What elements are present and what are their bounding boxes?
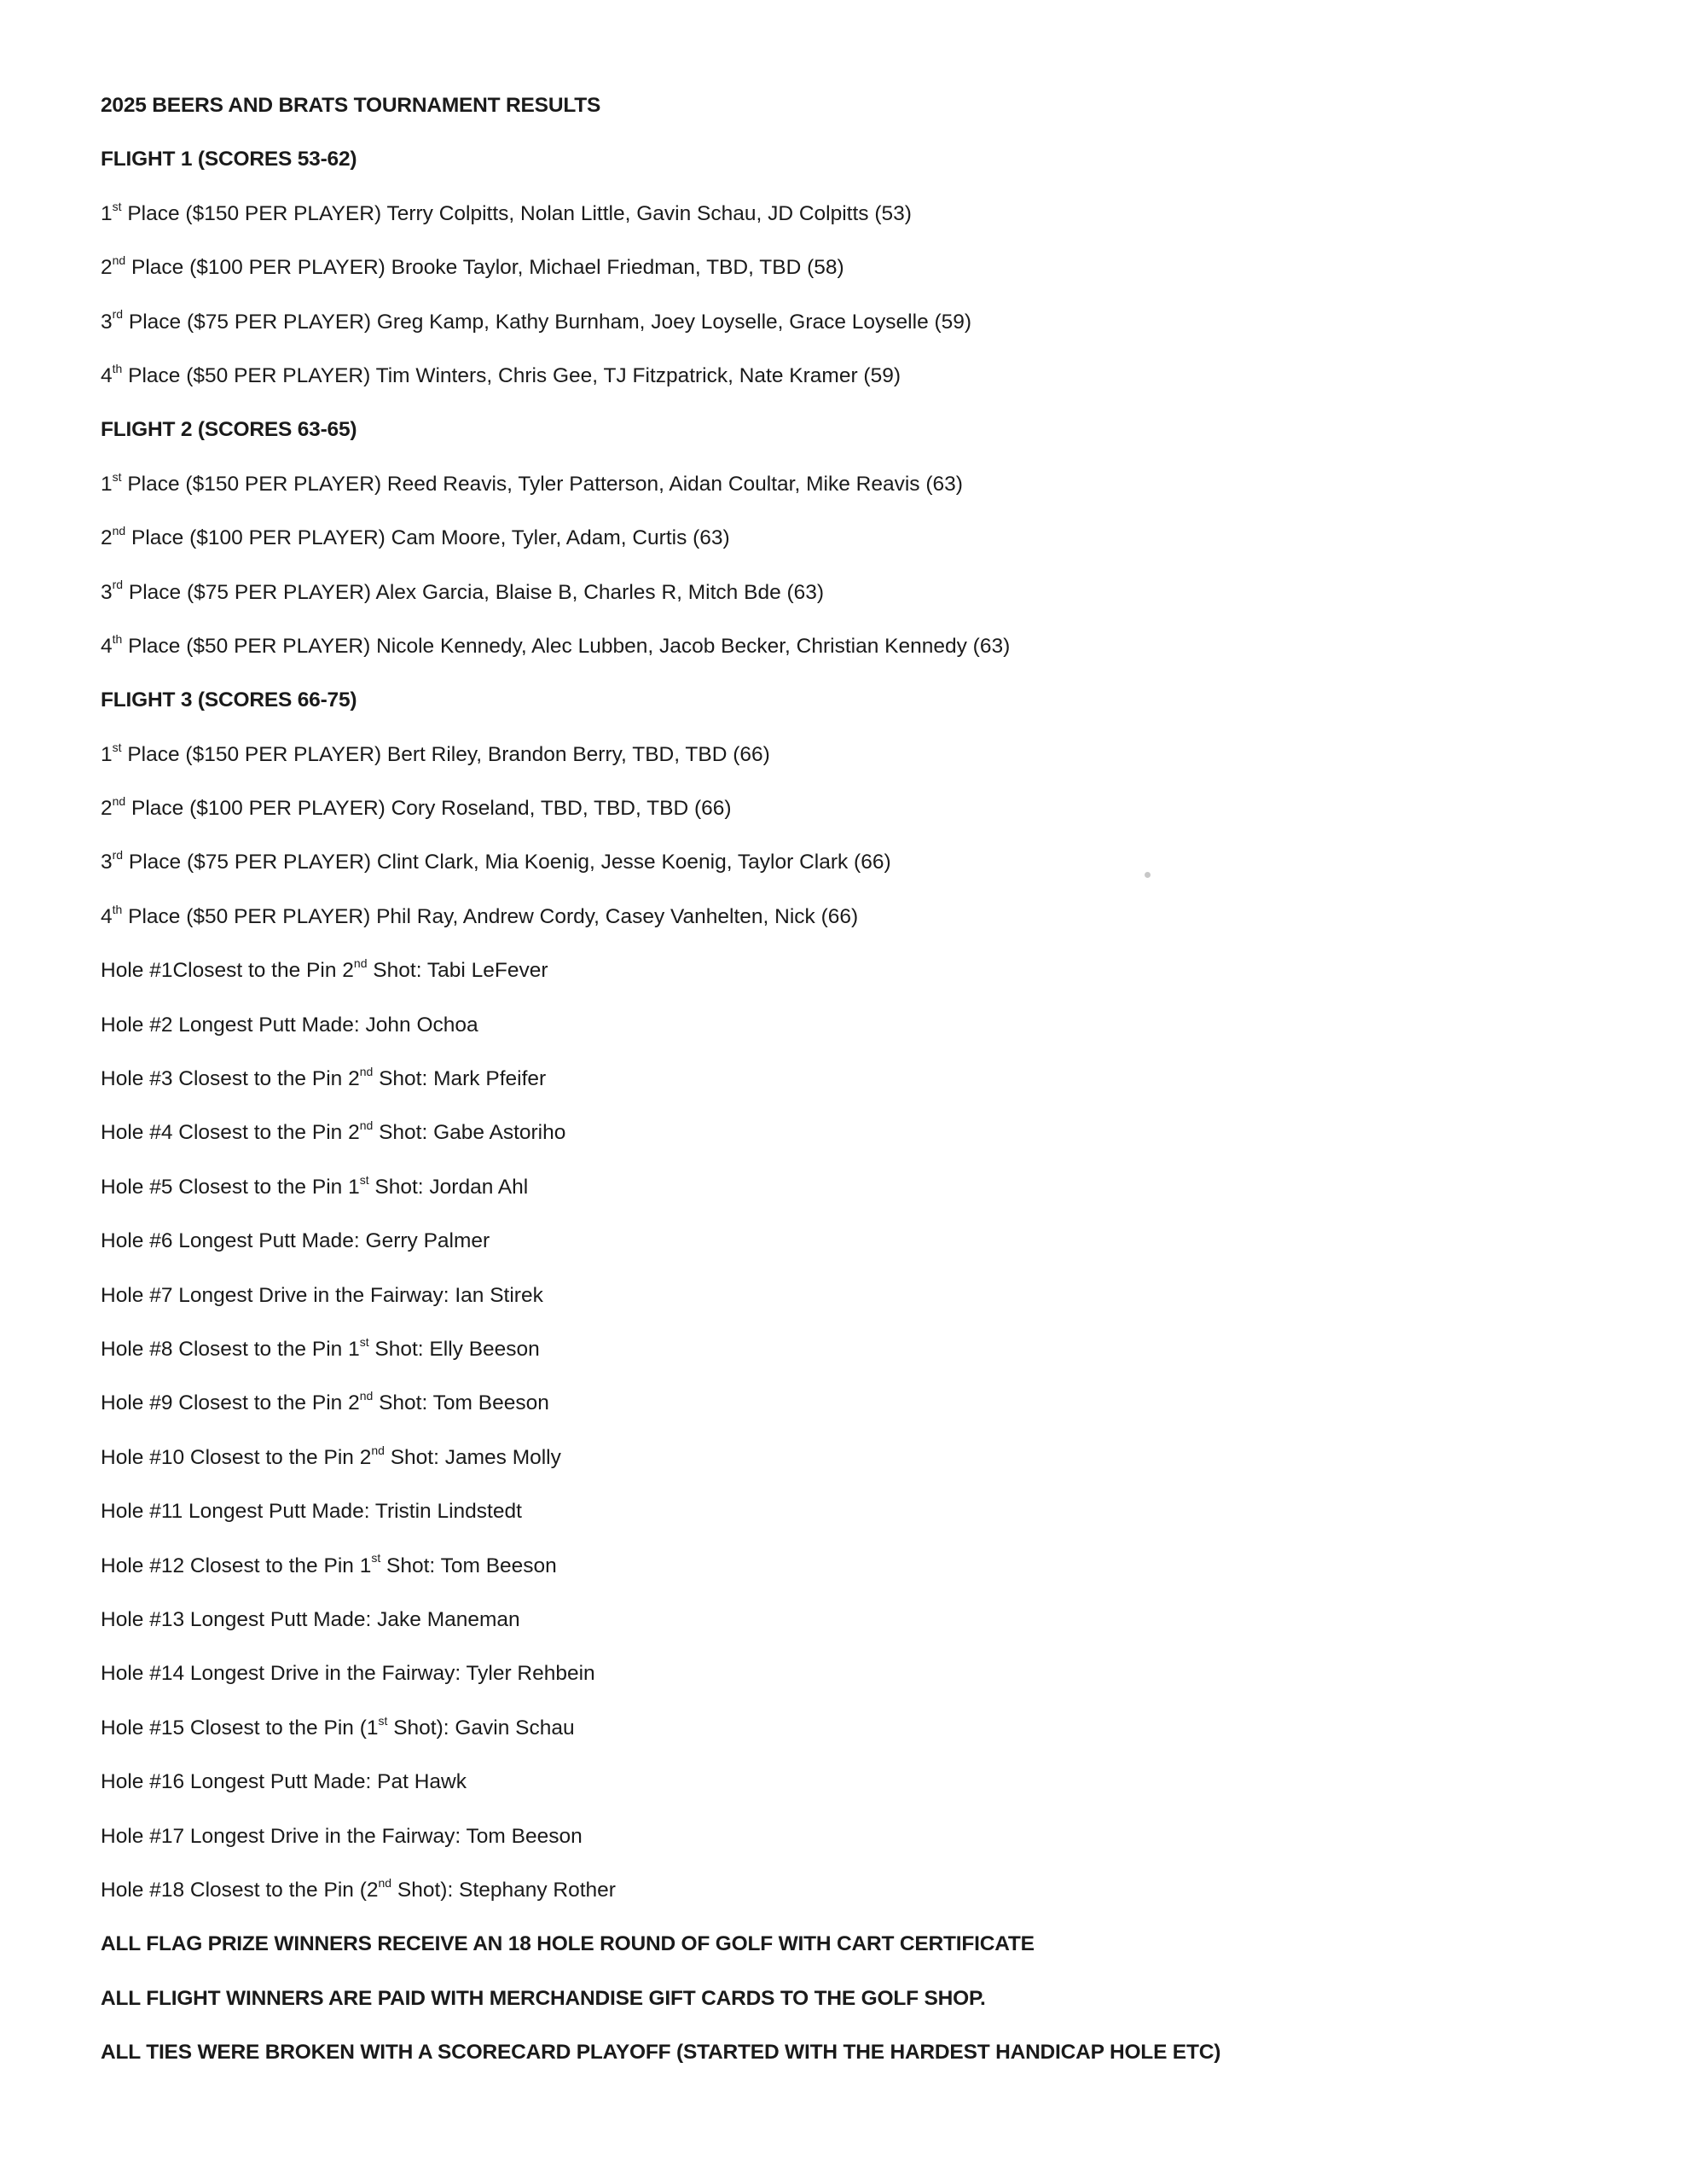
section-heading [101,687,1602,714]
result-line [101,957,1602,985]
result-line [101,1606,1602,1634]
ordinal-suffix: th [112,902,123,916]
line-text: Hole #9 Closest to the Pin 2 [101,1391,360,1415]
ordinal-suffix: st [112,740,122,754]
result-line [101,741,1602,769]
ordinal-suffix: rd [112,578,124,592]
line-text: Hole #3 Closest to the Pin 2 [101,1067,360,1091]
line-text: Hole #6 Longest Putt Made: Gerry Palmer [101,1229,490,1253]
line-text: 3 [101,310,113,334]
line-text: 4 [101,363,113,387]
line-text: Hole #10 Closest to the Pin 2 [101,1445,372,1469]
ordinal-suffix: nd [378,1875,392,1890]
line-text: 4 [101,904,113,928]
result-line [101,1174,1602,1201]
line-text: Shot: Tom Beeson [373,1391,549,1415]
line-text: Hole #11 Longest Putt Made: Tristin Lindstedt [101,1500,522,1524]
line-text: ALL FLIGHT WINNERS ARE PAID WITH MERCHANDISE GIFT CARDS TO THE GOLF SHOP. [101,1986,986,2010]
line-text: Shot): Stephany Rother [391,1878,616,1902]
ordinal-suffix: st [371,1551,381,1565]
line-text: Hole #1Closest to the Pin 2 [101,959,354,983]
ordinal-suffix: rd [112,848,124,863]
ordinal-suffix: nd [112,253,126,268]
section-heading [101,1985,1602,2013]
results-lines [101,146,1602,2066]
result-line [101,1444,1602,1472]
line-text: Hole #2 Longest Putt Made: John Ochoa [101,1013,478,1037]
line-text: Place ($75 PER PLAYER) Greg Kamp, Kathy Burnham, Joey Loyselle, Grace Loyselle (59) [123,310,972,334]
line-text: FLIGHT 2 (SCORES 63-65) [101,418,357,442]
result-line [101,633,1602,660]
result-line [101,1823,1602,1850]
line-text: Hole #12 Closest to the Pin 1 [101,1554,372,1577]
section-heading [101,1931,1602,1958]
line-text: Shot: Mark Pfeifer [373,1067,547,1091]
line-text: 4 [101,634,113,658]
result-line [101,200,1602,228]
result-line [101,1498,1602,1525]
line-text: Place ($100 PER PLAYER) Cam Moore, Tyler, Adam, Curtis (63) [125,526,730,550]
result-line [101,579,1602,607]
result-line [101,1553,1602,1580]
document-title: 2025 BEERS AND BRATS TOURNAMENT RESULTS [101,94,601,117]
line-text: 3 [101,580,113,604]
line-text: 1 [101,201,113,225]
ordinal-suffix: nd [359,1118,374,1133]
ordinal-suffix: th [112,631,123,646]
line-text: ALL TIES WERE BROKEN WITH A SCORECARD PLAYOFF (STARTED WITH THE HARDEST HANDICAP HOLE ETC) [101,2041,1221,2065]
line-text: Shot: James Molly [384,1445,561,1469]
result-line [101,1012,1602,1039]
ordinal-suffix: st [112,199,122,213]
line-text: Hole #18 Closest to the Pin (2 [101,1878,379,1902]
result-line [101,1877,1602,1904]
line-text: Place ($50 PER PLAYER) Tim Winters, Chris Gee, TJ Fitzpatrick, Nate Kramer (59) [122,363,901,387]
ordinal-suffix: st [359,1172,369,1187]
line-text: 3 [101,851,113,874]
result-line [101,471,1602,498]
result-line [101,849,1602,876]
line-text: 1 [101,742,113,766]
result-line [101,254,1602,282]
line-text: Hole #15 Closest to the Pin (1 [101,1716,379,1740]
line-text: Place ($100 PER PLAYER) Brooke Taylor, Michael Friedman, TBD, TBD (58) [125,256,844,280]
line-text: ALL FLAG PRIZE WINNERS RECEIVE AN 18 HOLE ROUND OF GOLF WITH CART CERTIFICATE [101,1932,1035,1956]
result-line [101,903,1602,931]
line-text: Hole #16 Longest Putt Made: Pat Hawk [101,1770,467,1794]
line-text: Place ($100 PER PLAYER) Cory Roseland, TBD, TBD, TBD (66) [125,797,732,821]
ordinal-suffix: nd [359,1064,374,1078]
ordinal-suffix: nd [353,956,368,971]
section-heading [101,416,1602,444]
ordinal-suffix: th [112,361,123,375]
line-text: 2 [101,797,113,821]
result-line [101,1336,1602,1363]
line-text: Place ($75 PER PLAYER) Alex Garcia, Blaise B, Charles R, Mitch Bde (63) [123,580,825,604]
line-text: Hole #5 Closest to the Pin 1 [101,1175,360,1199]
ordinal-suffix: nd [359,1389,374,1403]
line-text: Hole #7 Longest Drive in the Fairway: Ian Stirek [101,1283,543,1307]
result-line [101,525,1602,552]
line-text: Shot: Tabi LeFever [367,959,548,983]
section-heading [101,2039,1602,2066]
line-text: Shot: Elly Beeson [368,1337,540,1361]
ordinal-suffix: st [359,1334,369,1349]
result-line [101,1066,1602,1093]
line-text: FLIGHT 1 (SCORES 53-62) [101,148,357,171]
ordinal-suffix: st [378,1713,388,1728]
line-text: Place ($150 PER PLAYER) Terry Colpitts, Nolan Little, Gavin Schau, JD Colpitts (53) [121,201,912,225]
result-line [101,363,1602,390]
result-line [101,1715,1602,1742]
line-text: Shot: Gabe Astoriho [373,1121,566,1145]
result-line [101,1228,1602,1255]
line-text: FLIGHT 3 (SCORES 66-75) [101,688,357,712]
line-text: Place ($150 PER PLAYER) Reed Reavis, Tyler Patterson, Aidan Coultar, Mike Reavis (63) [121,472,963,496]
section-heading [101,146,1602,173]
ordinal-suffix: nd [112,523,126,537]
ordinal-suffix: rd [112,307,124,322]
scan-speck [1145,872,1151,878]
result-line [101,1769,1602,1796]
ordinal-suffix: nd [371,1443,385,1457]
line-text: Shot: Tom Beeson [380,1554,557,1577]
result-line [101,1282,1602,1310]
line-text: Hole #14 Longest Drive in the Fairway: Tyler Rehbein [101,1662,595,1686]
line-text: 1 [101,472,113,496]
line-text: 2 [101,526,113,550]
line-text: Hole #4 Closest to the Pin 2 [101,1121,360,1145]
line-text: Shot): Gavin Schau [387,1716,575,1740]
result-line [101,1390,1602,1417]
line-text: Hole #8 Closest to the Pin 1 [101,1337,360,1361]
line-text: 2 [101,256,113,280]
result-line [101,1119,1602,1147]
line-text: Hole #13 Longest Putt Made: Jake Maneman [101,1607,520,1631]
results-document [101,92,1602,2066]
ordinal-suffix: nd [112,793,126,808]
line-text: Hole #17 Longest Drive in the Fairway: Tom Beeson [101,1824,583,1848]
result-line [101,795,1602,822]
ordinal-suffix: st [112,469,122,484]
line-text: Place ($50 PER PLAYER) Nicole Kennedy, Alec Lubben, Jacob Becker, Christian Kennedy (63) [122,634,1011,658]
line-text: Place ($150 PER PLAYER) Bert Riley, Brandon Berry, TBD, TBD (66) [121,742,770,766]
line-text: Shot: Jordan Ahl [368,1175,529,1199]
line-text: Place ($50 PER PLAYER) Phil Ray, Andrew Cordy, Casey Vanhelten, Nick (66) [122,904,859,928]
line-text: Place ($75 PER PLAYER) Clint Clark, Mia Koenig, Jesse Koenig, Taylor Clark (66) [123,851,891,874]
result-line [101,1660,1602,1687]
result-line [101,309,1602,336]
